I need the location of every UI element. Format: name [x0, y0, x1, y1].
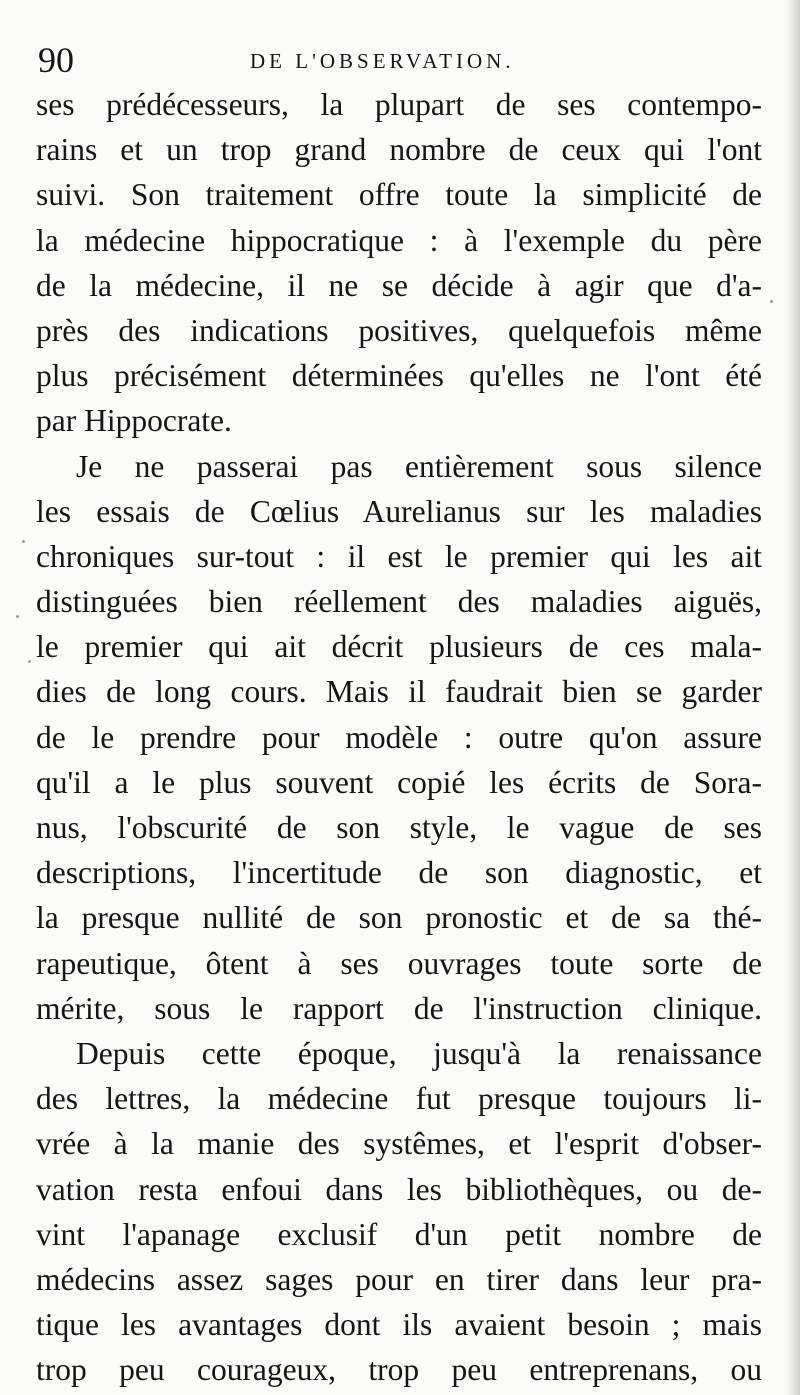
text-line: la médecine hippocratique : à l'exemple du père — [36, 222, 762, 258]
text-line: trop peu courageux, trop peu entreprenans, ou — [36, 1352, 762, 1388]
text-line: médecins assez sages pour en tirer dans leur pra- — [36, 1261, 762, 1297]
paper-speck — [16, 615, 19, 618]
page-header — [38, 38, 758, 82]
text-line: les essais de Cœlius Aurelianus sur les maladies — [36, 493, 762, 529]
text-line: de la médecine, il ne se décide à agir que d'a- — [36, 267, 762, 303]
text-line: qu'il a le plus souvent copié les écrits de Sora- — [36, 764, 762, 800]
text-line: rains et un trop grand nombre de ceux qui l'ont — [36, 132, 762, 168]
text-line: Depuis cette époque, jusqu'à la renaissance — [76, 1035, 762, 1071]
paper-speck — [22, 540, 25, 543]
text-line: rapeutique, ôtent à ses ouvrages toute sorte de — [36, 945, 762, 981]
text-line: par Hippocrate. — [36, 403, 232, 439]
text-line: distinguées bien réellement des maladies aiguës, — [36, 584, 762, 620]
text-line: mérite, sous le rapport de l'instruction clinique. — [36, 990, 762, 1026]
text-line: chroniques sur-tout : il est le premier qui les ait — [36, 538, 762, 574]
running-head: DE L'OBSERVATION. — [250, 49, 515, 73]
paragraph — [36, 1031, 762, 1393]
text-line: suivi. Son traitement offre toute la simplicité de — [36, 177, 762, 213]
text-line: près des indications positives, quelquefois même — [36, 312, 762, 348]
page-number: 90 — [38, 40, 74, 80]
text-line: descriptions, l'incertitude de son diagnostic, et — [36, 855, 762, 891]
body-text — [36, 82, 762, 1392]
text-line: plus précisément déterminées qu'elles ne l'ont été — [36, 358, 762, 394]
text-line: dies de long cours. Mais il faudrait bien se garder — [36, 674, 762, 710]
text-line: vation resta enfoui dans les bibliothèques, ou de- — [36, 1171, 762, 1207]
text-line: nus, l'obscurité de son style, le vague de ses — [36, 810, 762, 845]
text-line: ses prédécesseurs, la plupart de ses contempo- — [36, 87, 762, 122]
text-line: de le prendre pour modèle : outre qu'on assure — [36, 719, 762, 755]
paragraph — [36, 82, 762, 444]
text-line: la presque nullité de son pronostic et de sa thé- — [36, 900, 762, 936]
text-line: vint l'apanage exclusif d'un petit nombre de — [36, 1216, 762, 1252]
paper-speck — [28, 660, 31, 663]
paper-speck — [770, 300, 773, 303]
text-line: tique les avantages dont ils avaient besoin ; mais — [36, 1307, 762, 1343]
text-line: vrée à la manie des systêmes, et l'esprit d'obser- — [36, 1126, 762, 1162]
text-line: Je ne passerai pas entièrement sous silence — [76, 448, 762, 484]
page-edge-shadow — [786, 0, 800, 1395]
text-line: le premier qui ait décrit plusieurs de ces mala- — [36, 629, 762, 665]
text-line: des lettres, la médecine fut presque toujours li- — [36, 1081, 762, 1117]
paragraph — [36, 444, 762, 1031]
